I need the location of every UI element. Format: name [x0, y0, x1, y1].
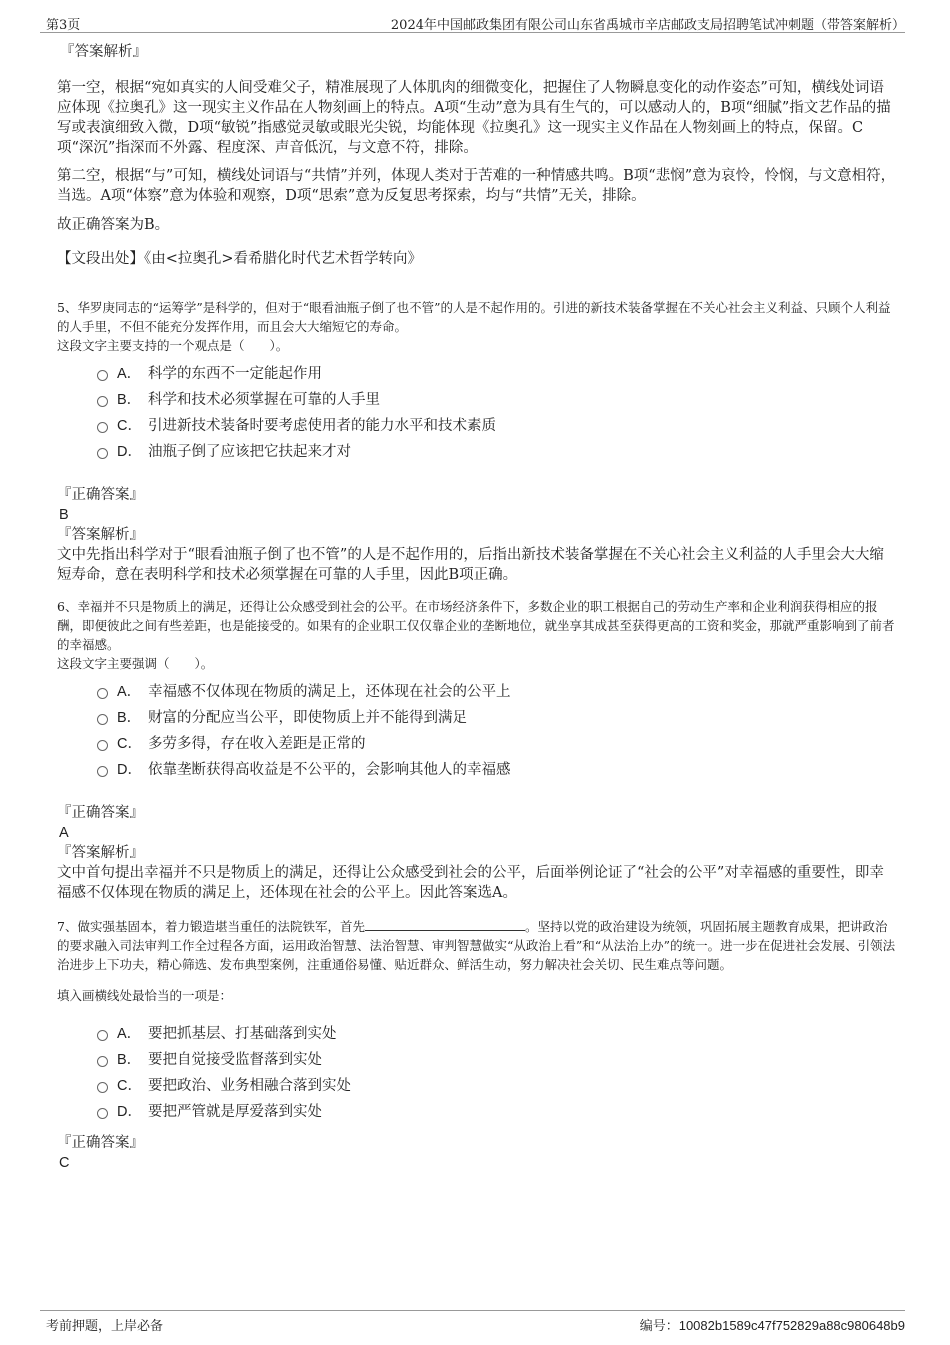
question-stem: 7、做实强基固本，着力锻造堪当重任的法院铁军，首先 。坚持以党的政治建设为统领，巩固拓展主题教育成果，把讲政治的要求融入司法审判工作全过程各方面，运用政治智慧、法治智慧、审判智慧做实“从政治上看”和“从法治上办”的统一。进一步在促进社会发展、引领法治进步上下功夫，精心筛选、发布典型案例，注重通俗易懂、贴近群众、鲜活生动，努力解决社会关切、民生难点等问题。: [57, 919, 896, 972]
option-a[interactable]: A． 幸福感不仅体现在物质的满足上，还体现在社会的公平上: [97, 679, 897, 705]
correct-answer-label: 『正确答案』: [57, 805, 144, 821]
option-b[interactable]: B． 要把自觉接受监督落到实处: [97, 1047, 897, 1073]
footer-slogan: 考前押题，上岸必备: [46, 1319, 164, 1334]
analysis-paragraph-2: 第二空，根据“与”可知，横线处词语与“共情”并列，体现人类对于苦难的一种情感共鸣。B项“悲悯”意为哀怜，怜悯，与文意相符，当选。A项“体察”意为体验和观察，D项“思索”意为反复思考探索，均与“共情”无关，排除。: [57, 168, 896, 204]
radio-icon[interactable]: [97, 714, 108, 725]
radio-icon[interactable]: [97, 688, 108, 699]
option-c[interactable]: C． 引进新技术装备时要考虑使用者的能力水平和技术素质: [97, 413, 897, 439]
radio-icon[interactable]: [97, 370, 108, 381]
page-header: [40, 12, 905, 33]
page-number: 第3页: [46, 18, 81, 33]
answer-analysis: 文中先指出科学对于“眼看油瓶子倒了也不管”的人是不起作用的，后指出新技术装备掌握在不关心社会主义利益的人手里会大大缩短寿命，意在表明科学和技术必须掌握在可靠的人手里，因此B项正确。: [57, 547, 884, 583]
radio-icon[interactable]: [97, 396, 108, 407]
analysis-label: 『答案解析』: [57, 527, 144, 543]
analysis-label: 『答案解析』: [60, 44, 147, 60]
option-d[interactable]: D． 依靠垄断获得高收益是不公平的，会影响其他人的幸福感: [97, 757, 897, 783]
option-list: [97, 679, 897, 783]
option-list: [97, 1021, 897, 1125]
analysis-paragraph-1: 第一空，根据“宛如真实的人间受难父子，精准展现了人体肌肉的细微变化，把握住了人物瞬息变化的动作姿态”可知，横线处词语应体现《拉奥孔》这一现实主义作品在人物刻画上的特点。A项“生动”意为具有生气的，可以感动人的，B项“细腻”指文艺作品的描写或表演细致入微，D项“敏锐”指感觉灵敏或眼光尖锐，均能体现《拉奥孔》这一现实主义作品在人物刻画上的特点，保留。C项“深沉”指深而不外露、程度深、声音低沉，与文意不符，排除。: [57, 80, 891, 156]
radio-icon[interactable]: [97, 740, 108, 751]
question-7: [57, 917, 897, 1173]
top-analysis-block: [57, 42, 897, 269]
analysis-label: 『答案解析』: [57, 845, 144, 861]
option-d[interactable]: D． 要把严管就是厚爱落到实处: [97, 1099, 897, 1125]
radio-icon[interactable]: [97, 766, 108, 777]
correct-answer: A: [59, 825, 69, 841]
question-5: [57, 298, 897, 585]
question-stem: 5、华罗庚同志的“运筹学”是科学的，但对于“眼看油瓶子倒了也不管”的人是不起作用的。引进的新技术装备掌握在不关心社会主义利益、只顾个人利益的人手里，不但不能充分发挥作用，而且会大大缩短它的寿命。: [57, 300, 891, 334]
document-title: 2024年中国邮政集团有限公司山东省禹城市辛店邮政支局招聘笔试冲刺题（带答案解析）: [390, 18, 905, 33]
radio-icon[interactable]: [97, 1082, 108, 1093]
correct-answer: B: [59, 507, 69, 523]
analysis-conclusion: 故正确答案为B。: [57, 217, 170, 233]
option-b[interactable]: B． 科学和技术必须掌握在可靠的人手里: [97, 387, 897, 413]
page-footer: [40, 1310, 905, 1334]
option-c[interactable]: C． 要把政治、业务相融合落到实处: [97, 1073, 897, 1099]
option-list: [97, 361, 897, 465]
question-prompt: 这段文字主要强调（ ）。: [57, 656, 214, 671]
radio-icon[interactable]: [97, 1108, 108, 1119]
document-code: 编号：10082b1589c47f752829a88c980648b9: [639, 1318, 905, 1334]
radio-icon[interactable]: [97, 448, 108, 459]
radio-icon[interactable]: [97, 422, 108, 433]
source-note: 【文段出处】《由<拉奥孔>看希腊化时代艺术哲学转向》: [57, 251, 423, 267]
answer-analysis: 文中首句提出幸福并不只是物质上的满足，还得让公众感受到社会的公平，后面举例论证了“社会的公平”对幸福感的重要性，即幸福感不仅体现在物质的满足上，还体现在社会的公平上。因此答案选A。: [57, 865, 884, 901]
question-prompt: 填入画横线处最恰当的一项是：: [57, 988, 233, 1003]
correct-answer-label: 『正确答案』: [57, 487, 144, 503]
question-6: [57, 597, 897, 903]
question-prompt: 这段文字主要支持的一个观点是（ ）。: [57, 338, 289, 353]
fill-blank: [365, 917, 525, 931]
option-b[interactable]: B． 财富的分配应当公平，即使物质上并不能得到满足: [97, 705, 897, 731]
question-stem: 6、幸福并不只是物质上的满足，还得让公众感受到社会的公平。在市场经济条件下，多数企业的职工根据自己的劳动生产率和企业利润获得相应的报酬，即便彼此之间有些差距，也是能接受的。如果有的企业职工仅仅靠企业的垄断地位，就坐享其成甚至获得更高的工资和奖金，那就严重影响到了前者的幸福感。: [57, 599, 895, 652]
option-c[interactable]: C． 多劳多得，存在收入差距是正常的: [97, 731, 897, 757]
radio-icon[interactable]: [97, 1030, 108, 1041]
option-d[interactable]: D． 油瓶子倒了应该把它扶起来才对: [97, 439, 897, 465]
option-a[interactable]: A． 要把抓基层、打基础落到实处: [97, 1021, 897, 1047]
document-body: [57, 42, 897, 1173]
correct-answer-label: 『正确答案』: [57, 1135, 144, 1151]
radio-icon[interactable]: [97, 1056, 108, 1067]
correct-answer: C: [59, 1155, 70, 1171]
option-a[interactable]: A． 科学的东西不一定能起作用: [97, 361, 897, 387]
